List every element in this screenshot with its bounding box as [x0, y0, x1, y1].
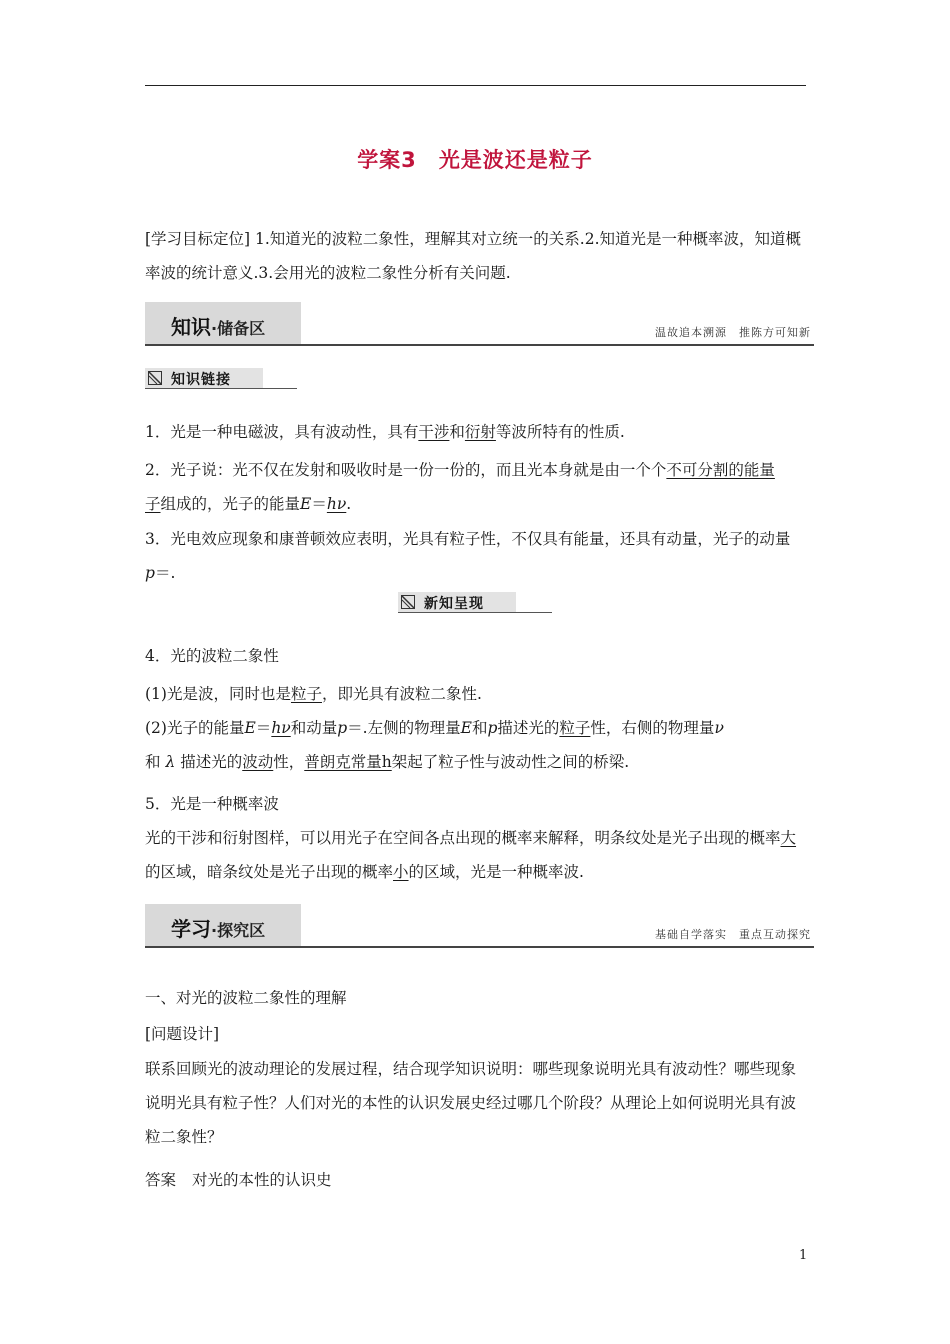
question-label: [问题设计]	[145, 1025, 220, 1043]
section-rule	[145, 344, 814, 346]
subheading-knowledge-link: 知识链接	[145, 368, 297, 390]
section-label: 学习·探究区	[171, 917, 266, 941]
section-study-explore	[145, 904, 814, 948]
title-lesson-number: 学案3	[357, 148, 417, 172]
diagonal-mark-icon	[148, 371, 162, 385]
part-1-title: 一、对光的波粒二象性的理解	[145, 989, 347, 1007]
page-number: 1	[799, 1248, 808, 1263]
section-label: 知识·储备区	[171, 315, 266, 339]
item-2-line-1: 2．光子说：光不仅在发射和吸收时是一份一份的，而且光本身就是由一个个不可分割的能量	[145, 461, 775, 479]
section-knowledge-reserve	[145, 302, 814, 346]
header-rule	[145, 85, 806, 86]
page-title	[0, 144, 950, 174]
section-motto: 温故追本溯源 推陈方可知新	[655, 326, 811, 339]
item-4-2: (2)光子的能量E＝hν和动量p＝.左侧的物理量E和p描述光的粒子性，右侧的物理量ν 和 λ 描述光的波动性，普朗克常量h架起了粒子性与波动性之间的桥梁.	[145, 719, 724, 771]
section-rule	[145, 946, 814, 948]
subheading-new-knowledge: 新知呈现	[398, 592, 552, 614]
item-5: 5．光是一种概率波	[145, 795, 279, 813]
diagonal-mark-icon	[401, 595, 415, 609]
item-2-line-2: 子组成的，光子的能量E＝hν.	[145, 495, 352, 513]
item-4: 4．光的波粒二象性	[145, 647, 279, 665]
item-1: 1．光是一种电磁波，具有波动性，具有干涉和衍射等波所特有的性质.	[145, 423, 625, 441]
learning-objectives: [学习目标定位] 1.知道光的波粒二象性，理解其对立统一的关系.2.知道光是一种概率波，知道概率波的统计意义.3.会用光的波粒二象性分析有关问题.	[145, 230, 802, 282]
item-5-text: 光的干涉和衍射图样，可以用光子在空间各点出现的概率来解释，明条纹处是光子出现的概率大的区域，暗条纹处是光子出现的概率小的区域，光是一种概率波.	[145, 829, 797, 881]
section-motto: 基础自学落实 重点互动探究	[655, 928, 811, 941]
answer: 答案 对光的本性的认识史	[145, 1171, 332, 1189]
item-3: 3．光电效应现象和康普顿效应表明，光具有粒子性，不仅具有能量，还具有动量，光子的动量 p＝.	[145, 530, 791, 582]
title-topic: 光是波还是粒子	[438, 148, 593, 172]
question-text: 联系回顾光的波动理论的发展过程，结合现学知识说明：哪些现象说明光具有波动性？哪些现象说明光具有粒子性？人们对光的本性的认识发展史经过哪几个阶段？从理论上如何说明光具有波粒二象性？	[145, 1060, 797, 1146]
item-4-1: (1)光是波，同时也是粒子，即光具有波粒二象性.	[145, 685, 482, 703]
